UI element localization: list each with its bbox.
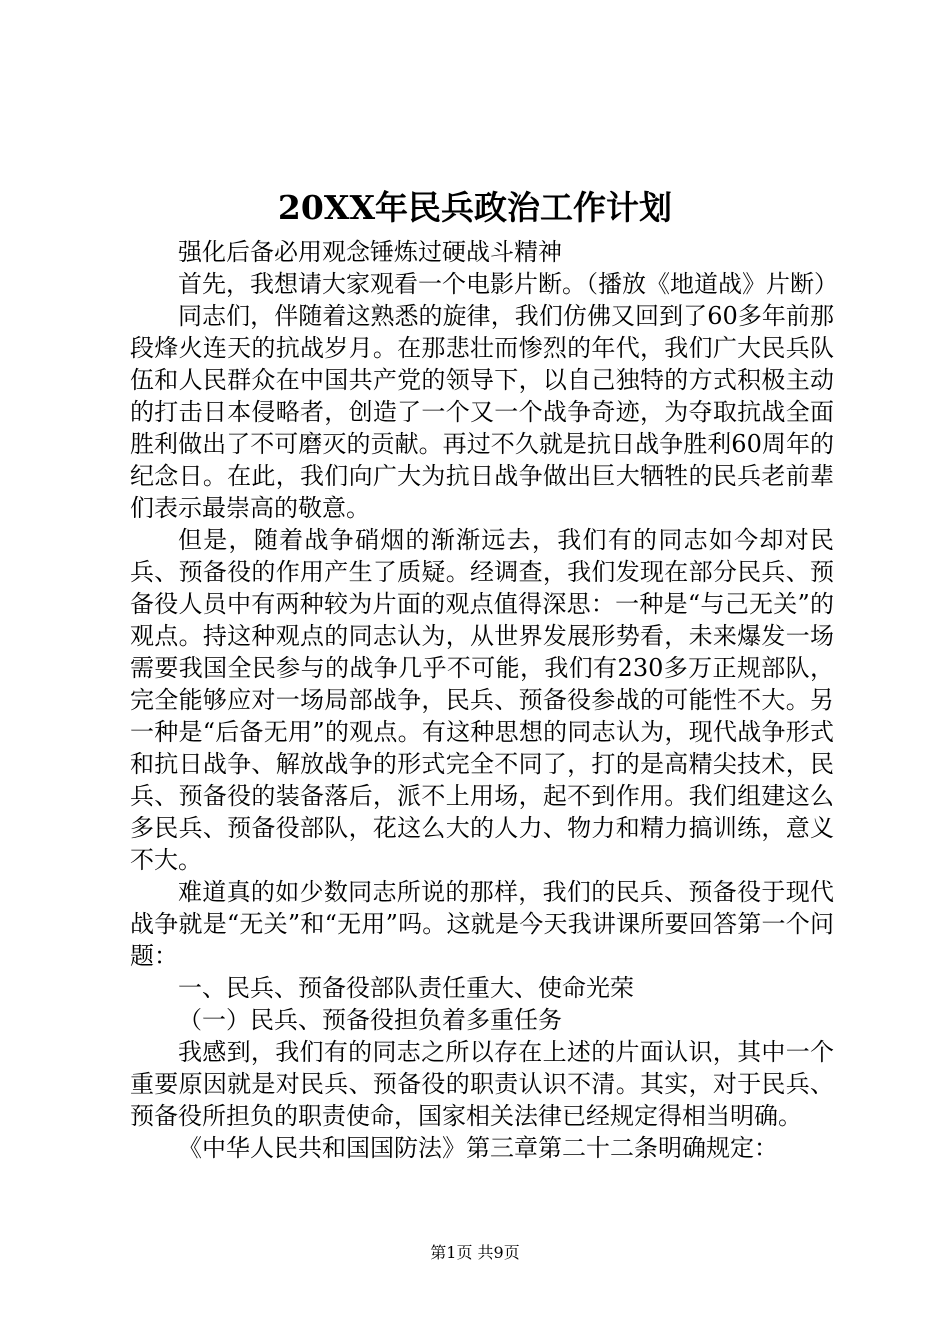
body-paragraph: 同志们，伴随着这熟悉的旋律，我们仿佛又回到了60多年前那段烽火连天的抗战岁月。在那悲壮而惨烈的年代，我们广大民兵队伍和人民群众在中国共产党的领导下，以自己独特的方式积极主动的打击日本侵略者，创造了一个又一个战争奇迹，为夺取抗战全面胜利做出了不可磨灭的贡献。再过不久就是抗日战争胜利60周年的纪念日。在此，我们向广大为抗日战争做出巨大牺牲的民兵老前辈们表示最崇高的敬意。 — [130, 302, 834, 522]
document-title: 20XX年民兵政治工作计划 — [277, 188, 673, 227]
body-paragraph: 首先，我想请大家观看一个电影片断。（播放《地道战》片断） — [178, 270, 838, 298]
body-paragraph: 难道真的如少数同志所说的那样，我们的民兵、预备役于现代战争就是“无关”和“无用”吗。这就是今天我讲课所要回答第一个问题： — [130, 878, 834, 970]
document-body — [130, 236, 838, 1164]
page-number-footer: 第1页 共9页 — [430, 1243, 520, 1262]
subsection-heading: （一）民兵、预备役担负着多重任务 — [178, 1006, 562, 1034]
body-paragraph: 我感到，我们有的同志之所以存在上述的片面认识，其中一个重要原因就是对民兵、预备役的职责认识不清。其实，对于民兵、预备役所担负的职责使命，国家相关法律已经规定得相当明确。 — [130, 1038, 834, 1130]
body-paragraph: 但是，随着战争硝烟的渐渐远去，我们有的同志如今却对民兵、预备役的作用产生了质疑。经调查，我们发现在部分民兵、预备役人员中有两种较为片面的观点值得深思：一种是“与己无关”的观点。持这种观点的同志认为，从世界发展形势看，未来爆发一场需要我国全民参与的战争几乎不可能，我们有230多万正规部队，完全能够应对一场局部战争，民兵、预备役参战的可能性不大。另一种是“后备无用”的观点。有这种思想的同志认为，现代战争形式和抗日战争、解放战争的形式完全不同了，打的是高精尖技术，民兵、预备役的装备落后，派不上用场，起不到作用。我们组建这么多民兵、预备役部队，花这么大的人力、物力和精力搞训练，意义不大。 — [130, 526, 834, 874]
body-paragraph: 《中华人民共和国国防法》第三章第二十二条明确规定： — [178, 1134, 778, 1162]
section-heading: 一、民兵、预备役部队责任重大、使命光荣 — [178, 974, 634, 1002]
subtitle-paragraph: 强化后备必用观念锤炼过硬战斗精神 — [178, 238, 562, 266]
